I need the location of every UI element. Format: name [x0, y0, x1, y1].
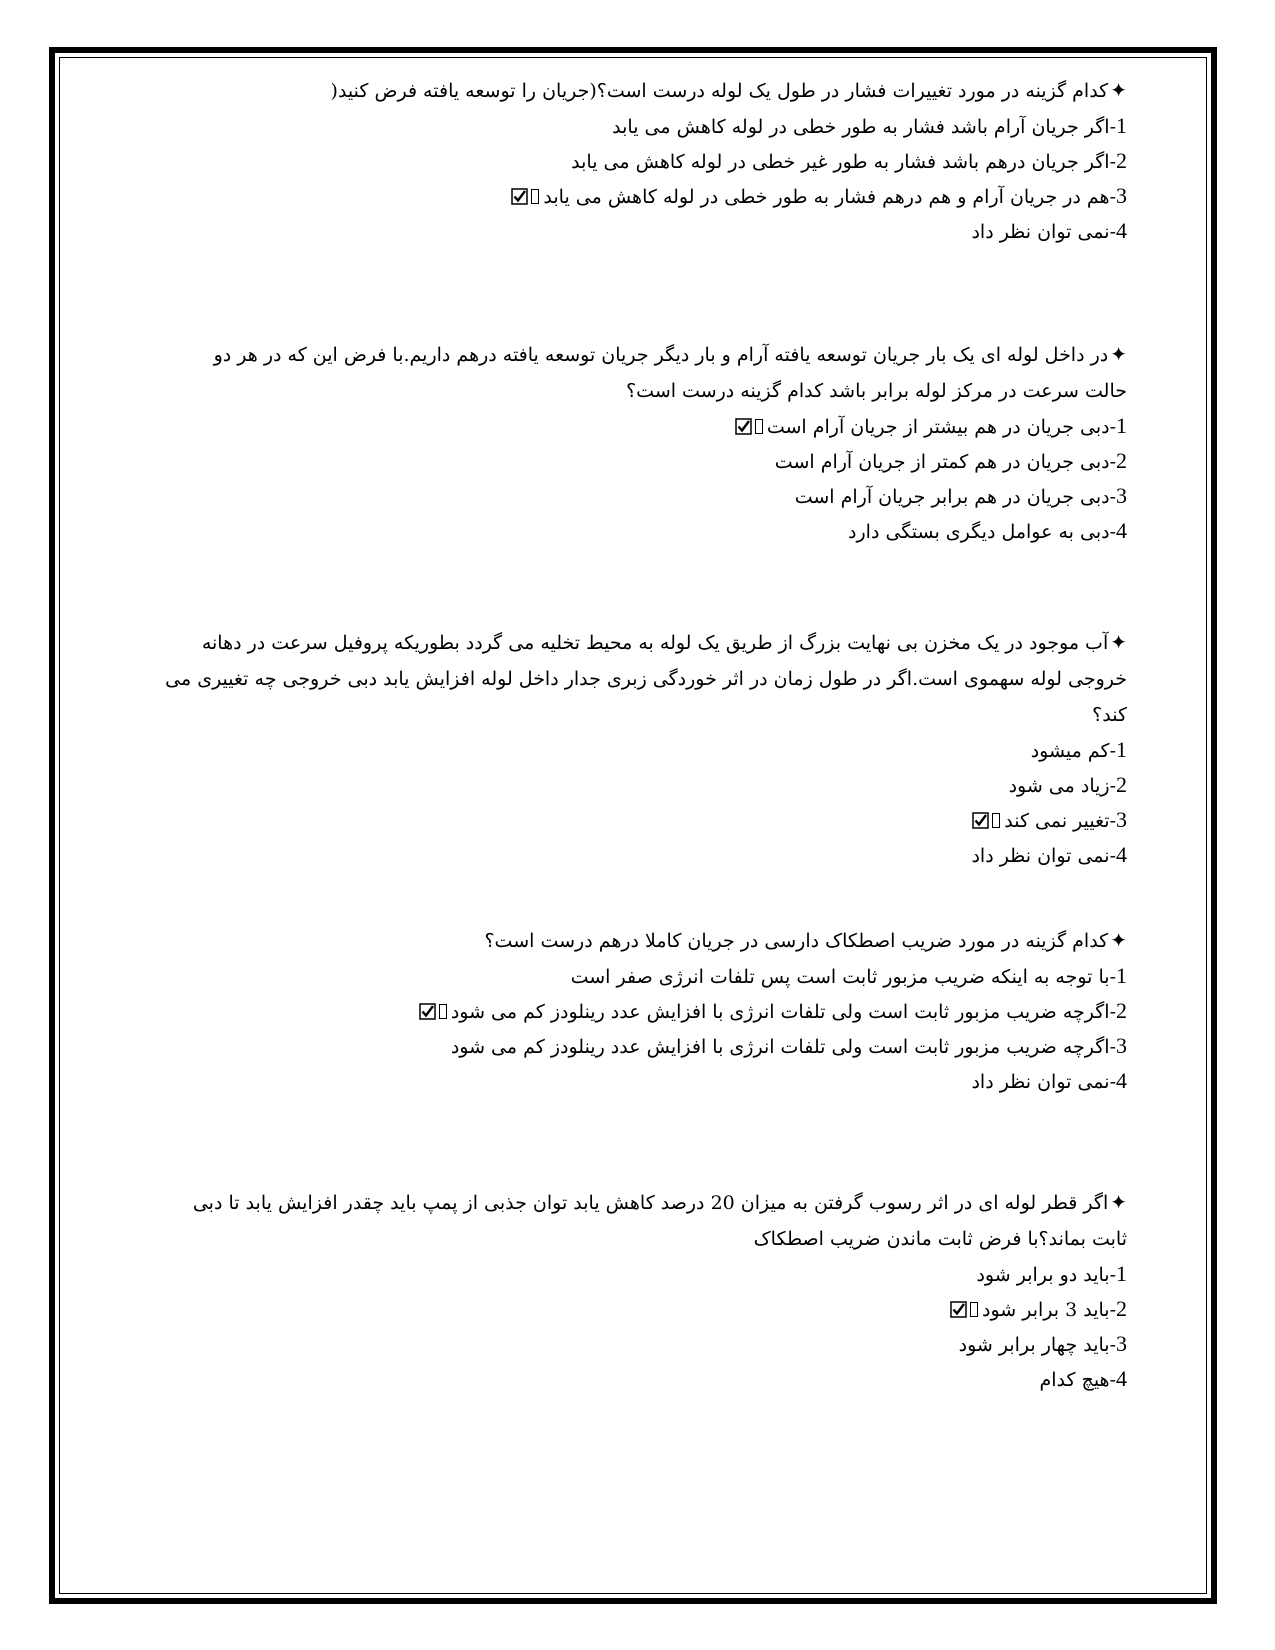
option-1: [167, 1257, 1127, 1292]
option-number: 1: [1116, 113, 1127, 138]
star-bullet-icon: ✦: [1110, 1190, 1127, 1214]
question-2-text: در داخل لوله ای یک بار جریان توسعه یافته آرام و بار دیگر جریان توسعه یافته درهم داریم.با فرض این که در هر دو حالت سرعت در مرکز لوله برابر باشد کدام گزینه درست است؟: [213, 344, 1127, 402]
option-text: -دبی به عوامل دیگری بستگی دارد: [848, 521, 1116, 543]
options-list: [167, 1257, 1127, 1397]
question-5-text: اگر قطر لوله ای در اثر رسوب گرفتن به میزان 20 درصد کاهش یابد توان جذبی از پمپ باید چقدر افزایش یابد تا دبی ثابت بماند؟با فرض ثابت ماندن ضریب اصطکاک: [192, 1192, 1127, 1250]
option-2: [227, 144, 1127, 179]
option-text: -با توجه به اینکه ضریب مزبور ثابت است پس تلفات انرژی صفر است: [570, 966, 1116, 988]
option-3: [167, 1327, 1127, 1362]
option-number: 2: [1116, 148, 1127, 173]
question-text: [167, 336, 1127, 409]
option-text: -اگر جریان درهم باشد فشار به طور غیر خطی در لوله کاهش می یابد: [571, 151, 1116, 173]
checkbox-checked-icon: [419, 1003, 436, 1020]
option-number: 4: [1116, 842, 1127, 867]
option-3: [167, 479, 1127, 514]
question-3-text: آب موجود در یک مخزن بی نهایت بزرگ از طریق یک لوله به محیط تخلیه می گردد بطوریکه پروفیل سرعت در دهانه خروجی لوله سهموی است.اگر در طول زمان در اثر خوردگی زبری جدار داخل لوله افزایش یابد دبی خروجی چه تغییری می کند؟: [165, 632, 1127, 726]
option-number: 4: [1116, 1068, 1127, 1093]
options-list: [227, 109, 1127, 249]
options-list: [147, 733, 1127, 873]
option-number: 1: [1116, 737, 1127, 762]
option-text: -زیاد می شود: [1008, 775, 1116, 797]
option-text: -نمی توان نظر داد: [971, 845, 1116, 867]
option-4: [227, 214, 1127, 249]
option-text: -نمی توان نظر داد: [971, 1071, 1116, 1093]
question-5: [167, 1184, 1127, 1397]
option-4: [147, 838, 1127, 873]
option-text: -تغییر نمی کند: [1004, 810, 1116, 832]
option-text: -باید 3 برابر شود: [981, 1299, 1116, 1321]
option-number: 3: [1116, 1033, 1127, 1058]
options-list: [167, 409, 1127, 549]
option-number: 3: [1116, 807, 1127, 832]
option-number: 2: [1116, 448, 1127, 473]
option-number: 3: [1116, 483, 1127, 508]
option-text: -اگرچه ضریب مزبور ثابت است ولی تلفات انرژی با افزایش عدد رینلودز کم می شود: [450, 1001, 1116, 1023]
option-1: [167, 409, 1127, 444]
option-number: 3: [1116, 1331, 1127, 1356]
question-text: [227, 72, 1127, 109]
missing-glyph-box: [531, 189, 539, 204]
checkbox-checked-icon: [972, 812, 989, 829]
question-1-text: کدام گزینه در مورد تغییرات فشار در طول یک لوله درست است؟(جریان را توسعه یافته فرض کنید(: [330, 80, 1109, 102]
checkbox-checked-icon: [511, 188, 528, 205]
option-2: [147, 768, 1127, 803]
option-number: 2: [1116, 1296, 1127, 1321]
option-4: [167, 1362, 1127, 1397]
missing-glyph-box: [755, 419, 763, 434]
option-number: 1: [1116, 963, 1127, 988]
missing-glyph-box: [992, 813, 1000, 828]
option-4: [227, 1064, 1127, 1099]
option-3: [147, 803, 1127, 838]
option-text: -اگرچه ضریب مزبور ثابت است ولی تلفات انرژی با افزایش عدد رینلودز کم می شود: [450, 1036, 1116, 1058]
options-list: [227, 959, 1127, 1099]
question-4-text: کدام گزینه در مورد ضریب اصطکاک دارسی در جریان کاملا درهم درست است؟: [484, 930, 1109, 952]
question-text: [227, 922, 1127, 959]
option-number: 3: [1116, 183, 1127, 208]
option-number: 4: [1116, 518, 1127, 543]
option-text: -دبی جریان در هم بیشتر از جریان آرام است: [766, 416, 1116, 438]
option-3: [227, 1029, 1127, 1064]
option-3: [227, 179, 1127, 214]
option-text: -هم در جریان آرام و هم درهم فشار به طور خطی در لوله کاهش می یابد: [543, 186, 1116, 208]
option-text: -باید چهار برابر شود: [958, 1334, 1116, 1356]
option-number: 4: [1116, 1366, 1127, 1391]
checkbox-checked-icon: [735, 418, 752, 435]
option-text: -نمی توان نظر داد: [971, 221, 1116, 243]
option-2: [167, 444, 1127, 479]
checkbox-checked-icon: [950, 1301, 967, 1318]
option-text: -اگر جریان آرام باشد فشار به طور خطی در لوله کاهش می یابد: [612, 116, 1116, 138]
missing-glyph-box: [970, 1302, 978, 1317]
option-1: [227, 959, 1127, 994]
star-bullet-icon: ✦: [1110, 78, 1127, 102]
question-1: [227, 72, 1127, 249]
option-number: 2: [1116, 772, 1127, 797]
option-text: -کم میشود: [1030, 740, 1116, 762]
option-2: [227, 994, 1127, 1029]
option-1: [147, 733, 1127, 768]
question-4: [227, 922, 1127, 1099]
star-bullet-icon: ✦: [1110, 342, 1127, 366]
option-number: 1: [1116, 1261, 1127, 1286]
option-4: [167, 514, 1127, 549]
option-number: 2: [1116, 998, 1127, 1023]
option-number: 4: [1116, 218, 1127, 243]
option-text: -باید دو برابر شود: [976, 1264, 1116, 1286]
star-bullet-icon: ✦: [1110, 630, 1127, 654]
star-bullet-icon: ✦: [1110, 928, 1127, 952]
question-text: [167, 1184, 1127, 1257]
question-2: [167, 336, 1127, 549]
option-text: -دبی جریان در هم کمتر از جریان آرام است: [774, 451, 1116, 473]
option-1: [227, 109, 1127, 144]
question-text: [147, 624, 1127, 733]
option-number: 1: [1116, 413, 1127, 438]
option-text: -هیچ کدام: [1039, 1369, 1116, 1391]
option-2: [167, 1292, 1127, 1327]
missing-glyph-box: [439, 1004, 447, 1019]
question-3: [147, 624, 1127, 873]
option-text: -دبی جریان در هم برابر جریان آرام است: [794, 486, 1116, 508]
